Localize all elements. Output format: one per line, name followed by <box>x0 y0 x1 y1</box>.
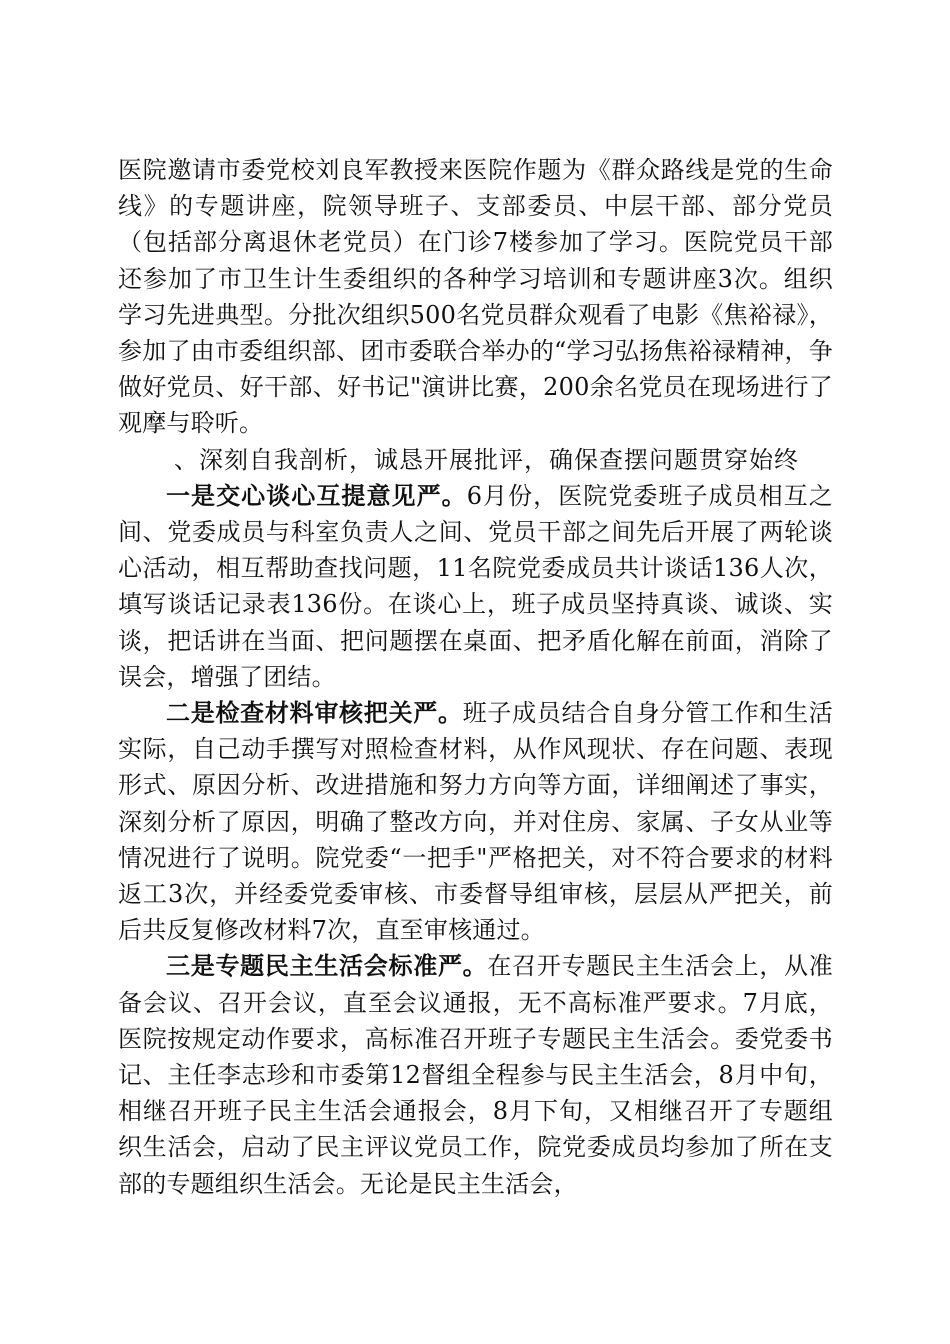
paragraph-text: 班子成员结合自身分管工作和生活实际，自己动手撰写对照检查材料，从作风现状、存在问题、表现形式、原因分析、改进措施和努力方向等方面，详细阐述了事实，深刻分析了原因，明确了整改方向，并对住房、家属、子女从业等情况进行了说明。院党委“一把手"严格把关，对不符合要求的材料返工3次，并经委党委审核、市委督导组审核，层层从严把关，前后共反复修改材料7次，直至审核通过。 <box>118 699 834 945</box>
paragraph-text: 医院邀请市委党校刘良军教授来医院作题为《群众路线是党的生命线》的专题讲座，院领导班子、支部委员、中层干部、部分党员（包括部分离退休老党员）在门诊7楼参加了学习。医院党员干部还参加了市卫生计生委组织的各种学习培训和专题讲座3次。组织学习先进典型。分批次组织500名党员群众观看了电影《焦裕禄》，参加了由市委组织部、团市委联合举办的“学习弘扬焦裕禄精神，争做好党员、好干部、好书记"演讲比赛，200余名党员在现场进行了观摩与聆听。 <box>118 156 833 438</box>
paragraph-lead: 三是专题民主生活会标准严。 <box>166 952 488 981</box>
paragraph-democratic-meeting <box>118 948 833 1201</box>
paragraph-lead: 二是检查材料审核把关严。 <box>166 699 463 728</box>
paragraph-text: 在召开专题民主生活会上，从准备会议、召开会议，直至会议通报，无不高标准严要求。7月底，医院按规定动作要求，高标准召开班子专题民主生活会。委党委书记、主任李志珍和市委第12督组全程参与民主生活会，8月中旬，相继召开班子民主生活会通报会，8月下旬，又相继召开了专题组织生活会，启动了民主评议党员工作，院党委成员均参加了所在支部的专题组织生活会。无论是民主生活会， <box>118 952 833 1198</box>
heading-text: 、深刻自我剖析，诚恳开展批评，确保查摆问题贯穿始终 <box>174 445 799 474</box>
section-heading <box>118 442 833 478</box>
paragraph-lead: 一是交心谈心互提意见严。 <box>166 481 467 510</box>
document-page <box>118 152 833 1202</box>
paragraph-study-activities <box>118 152 833 442</box>
paragraph-heart-to-heart <box>118 478 833 695</box>
paragraph-text: 6月份，医院党委班子成员相互之间、党委成员与科室负责人之间、党员干部之间先后开展了两轮谈心活动，相互帮助查找问题，11名院党委成员共计谈话136人次，填写谈话记录表136份。在谈心上，班子成员坚持真谈、诚谈、实谈，把话讲在当面、把问题摆在桌面、把矛盾化解在前面，消除了误会，增强了团结。 <box>118 481 833 691</box>
paragraph-material-review <box>118 695 833 948</box>
